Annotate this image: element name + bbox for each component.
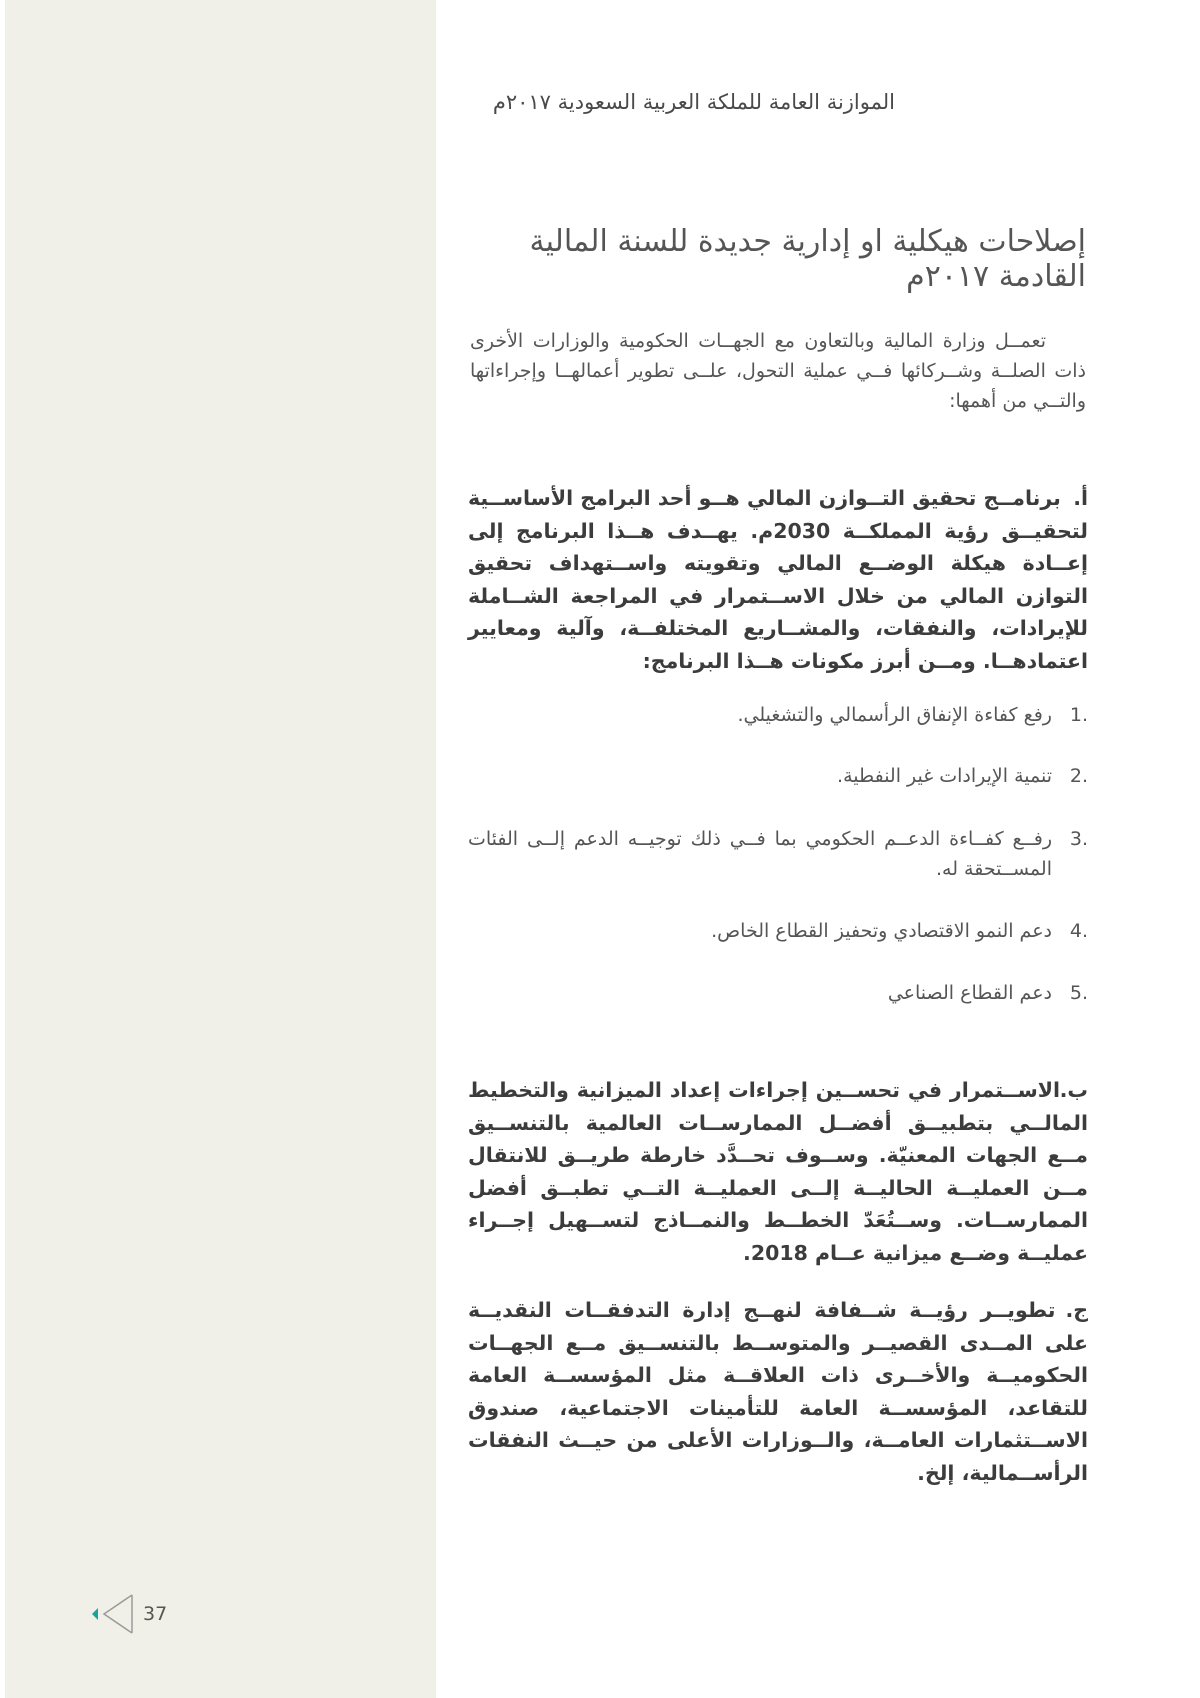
list-item-text: دعم القطاع الصناعي: [887, 982, 1052, 1004]
list-item: [468, 978, 1088, 1008]
section-b: [468, 1074, 1088, 1269]
running-header: الموازنة العامة للملكة العربية السعودية ٢٠١٧م: [492, 90, 895, 114]
list-item: [468, 700, 1088, 730]
section-a-letter: أ.: [1073, 486, 1089, 510]
section-a: [468, 482, 1088, 677]
section-c-letter: ج.: [1065, 1298, 1089, 1322]
intro-text: تعمــل وزارة المالية وبالتعاون مع الجهــات الحكومية والوزارات الأخرى ذات الصلــة وشــركائها فــي عملية التحول، علــى تطوير أعمالهــا وإجراءاتها والتــي من أهمها:: [470, 330, 1086, 412]
section-c-text: تطويــر رؤيــة شــفافة لنهــج إدارة التدفقــات النقديــة على المــدى القصيــر والمتوســط بالتنســيق مــع الجهــات الحكوميــة والأخــرى ذات العلاقــة مثل المؤسســة العامة للتقاعد، المؤسســة العامة للتأمينات الاجتماعية، صندوق الاســتثمارات العامــة، والــوزارات الأعلى من حيــث النفقات الرأســمالية، إلخ.: [468, 1298, 1088, 1485]
list-item-text: رفــع كفــاءة الدعــم الحكومي بما فــي ذلك توجيــه الدعم إلــى الفئات المســتحقة له.: [468, 828, 1052, 880]
list-item-text: دعم النمو الاقتصادي وتحفيز القطاع الخاص.: [711, 920, 1052, 942]
page-nav-chevron-left-icon[interactable]: [92, 1593, 182, 1635]
section-title: [486, 224, 1086, 294]
list-item: [468, 824, 1088, 884]
list-item: [468, 761, 1088, 791]
side-band: [0, 0, 436, 1698]
accent-arrow-icon: [92, 1608, 98, 1620]
list-item-number: 5.: [1069, 982, 1088, 1004]
section-b-letter: ب.: [1059, 1078, 1088, 1102]
section-b-text: الاســتمرار في تحســين إجراءات إعداد الميزانية والتخطيط المالــي بتطبيــق أفضــل الممارســات العالمية بالتنســيق مــع الجهات المعنيّة. وســوف تحــدَّد خارطة طريــق للانتقال مــن العمليــة الحاليــة إلــى العمليــة التــي تطبــق أفضل الممارســات. وســتُعَدّ الخطــط والنمــاذج لتســهيل إجــراء عمليــة وضــع ميزانية عــام 2018.: [468, 1078, 1088, 1265]
section-a-text: برنامــج تحقيق التــوازن المالي هــو أحد البرامج الأساســية لتحقيــق رؤية المملكــة 2030م. يهــدف هــذا البرنامج إلى إعــادة هيكلة الوضــع المالي وتقويته واســتهداف تحقيق التوازن المالي من خلال الاســتمرار في المراجعة الشــاملة للإيرادات، والنفقات، والمشــاريع المختلفــة، وآلية ومعايير اعتمادهــا. ومــن أبرز مكونات هــذا البرنامج:: [468, 486, 1088, 673]
page-content: [468, 0, 1088, 1698]
title-line-1: إصلاحات هيكلية او إدارية جديدة للسنة المالية: [529, 224, 1086, 259]
list-item-text: تنمية الإيرادات غير النفطية.: [837, 765, 1052, 787]
page-edge: [0, 0, 5, 1698]
list-item-number: 4.: [1069, 920, 1088, 942]
page-number: 37: [143, 1603, 168, 1625]
intro-paragraph: [470, 326, 1086, 416]
section-c: [468, 1294, 1088, 1489]
chevron-left-icon: [104, 1595, 132, 1633]
list-item-number: 1.: [1069, 704, 1088, 726]
list-item-number: 3.: [1069, 828, 1088, 850]
list-item-number: 2.: [1069, 765, 1088, 787]
list-item: [468, 916, 1088, 946]
list-item-text: رفع كفاءة الإنفاق الرأسمالي والتشغيلي.: [737, 704, 1052, 726]
title-line-2: القادمة ٢٠١٧م: [906, 259, 1086, 294]
